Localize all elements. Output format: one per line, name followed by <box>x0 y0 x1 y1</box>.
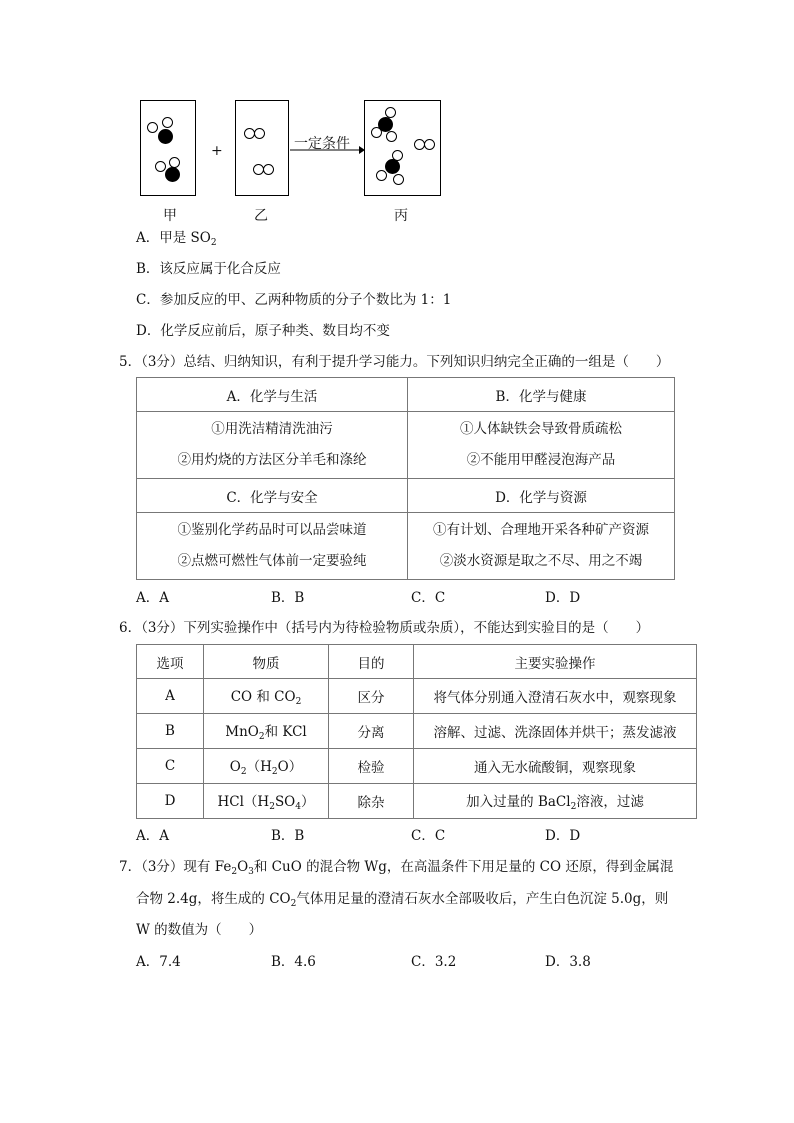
arrow-icon <box>289 145 365 155</box>
table-row: C $O_2(H_2O)$ 检验 通入无水硫酸铜，观察现象 <box>137 749 697 784</box>
q5-cell-b-title: B．化学与健康 <box>408 378 675 412</box>
q5-cell-b-body: ①人体缺铁会导致骨质疏松 ②不能用甲醛浸泡海产品 <box>408 412 675 479</box>
q5-cell-d-body: ①有计划、合理地开采各种矿产资源 ②淡水资源是取之不尽、用之不竭 <box>408 513 675 580</box>
q7-stem-line-2: 合物 2.4g，将生成的 $CO_2$气体用足量的澄清石灰水全部吸收后，产生白色沉淀 5.0g，则 <box>136 891 669 909</box>
table-row: A CO 和 $CO_2$ 区分 将气体分别通入澄清石灰水中，观察现象 <box>137 679 697 714</box>
q6-answer-d: D．D <box>545 828 581 844</box>
q6-header-operation: 主要实验操作 <box>414 645 697 679</box>
atom-white <box>162 117 173 128</box>
q7-stem-line-1: 7．（3分）现有 $Fe_2O_3$和 CuO 的混合物 Wg，在高温条件下用足量的 CO 还原，得到金属混 <box>119 859 674 877</box>
atom-white <box>263 164 274 175</box>
q4-option-d: D．化学反应前后，原子种类、数目均不变 <box>136 323 390 339</box>
q5-answer-c: C．C <box>411 590 446 606</box>
plus-sign: + <box>211 143 223 159</box>
box-jia <box>140 100 196 196</box>
reaction-condition: 一定条件 <box>294 136 350 152</box>
label-yi: 乙 <box>254 208 268 224</box>
q7-answer-d: D．3.8 <box>545 954 591 970</box>
q4-option-a: A．甲是 $SO_2$ <box>136 230 217 248</box>
q4-option-b: B．该反应属于化合反应 <box>136 261 281 277</box>
q6-answer-b: B．B <box>271 828 305 844</box>
box-bing <box>364 100 441 196</box>
q6-stem: 6．（3分）下列实验操作中（括号内为待检验物质或杂质），不能达到实验目的是（ ） <box>119 620 650 636</box>
q5-stem: 5．（3分）总结、归纳知识，有利于提升学习能力。下列知识归纳完全正确的一组是（ ） <box>119 354 670 370</box>
label-bing: 丙 <box>394 208 408 224</box>
atom-white <box>371 127 382 138</box>
q6-header-substance: 物质 <box>204 645 329 679</box>
q7-answer-b: B．4.6 <box>271 954 316 970</box>
atom-white <box>254 128 265 139</box>
table-row: D $HCl(H_2SO_4)$ 除杂 加入过量的 BaCl$_2$溶液，过滤 <box>137 784 697 819</box>
atom-white <box>376 170 387 181</box>
atom-white <box>155 161 166 172</box>
q5-cell-c-body: ①鉴别化学药品时可以品尝味道 ②点燃可燃性气体前一定要验纯 <box>137 513 408 580</box>
q6-answer-a: A．A <box>136 828 169 844</box>
q5-table <box>136 377 675 580</box>
q5-answer-a: A．A <box>136 590 169 606</box>
q6-header-goal: 目的 <box>329 645 414 679</box>
q5-cell-a-title: A．化学与生活 <box>137 378 408 412</box>
atom-white <box>147 122 158 133</box>
q6-header-option: 选项 <box>137 645 204 679</box>
q5-cell-d-title: D．化学与资源 <box>408 479 675 513</box>
q7-stem-line-3: W 的数值为（ ） <box>136 922 263 938</box>
q5-cell-c-title: C．化学与安全 <box>137 479 408 513</box>
q7-answer-a: A．7.4 <box>136 954 181 970</box>
atom-white <box>424 139 435 150</box>
atom-white <box>393 174 404 185</box>
box-yi <box>235 100 289 196</box>
table-row: B MnO$_2$和 KCl 分离 溶解、过滤、洗涤固体并烘干；蒸发滤液 <box>137 714 697 749</box>
q6-table <box>136 644 697 819</box>
q5-cell-a-body: ①用洗洁精清洗油污 ②用灼烧的方法区分羊毛和涤纶 <box>137 412 408 479</box>
q5-answer-b: B．B <box>271 590 305 606</box>
atom-black <box>165 167 180 182</box>
atom-black <box>385 159 400 174</box>
q4-option-c: C．参加反应的甲、乙两种物质的分子个数比为 1：1 <box>136 292 452 308</box>
q5-answer-d: D．D <box>545 590 581 606</box>
atom-black <box>158 129 173 144</box>
q7-answer-c: C．3.2 <box>411 954 457 970</box>
label-jia: 甲 <box>163 208 177 224</box>
atom-white <box>386 131 397 142</box>
q6-answer-c: C．C <box>411 828 446 844</box>
